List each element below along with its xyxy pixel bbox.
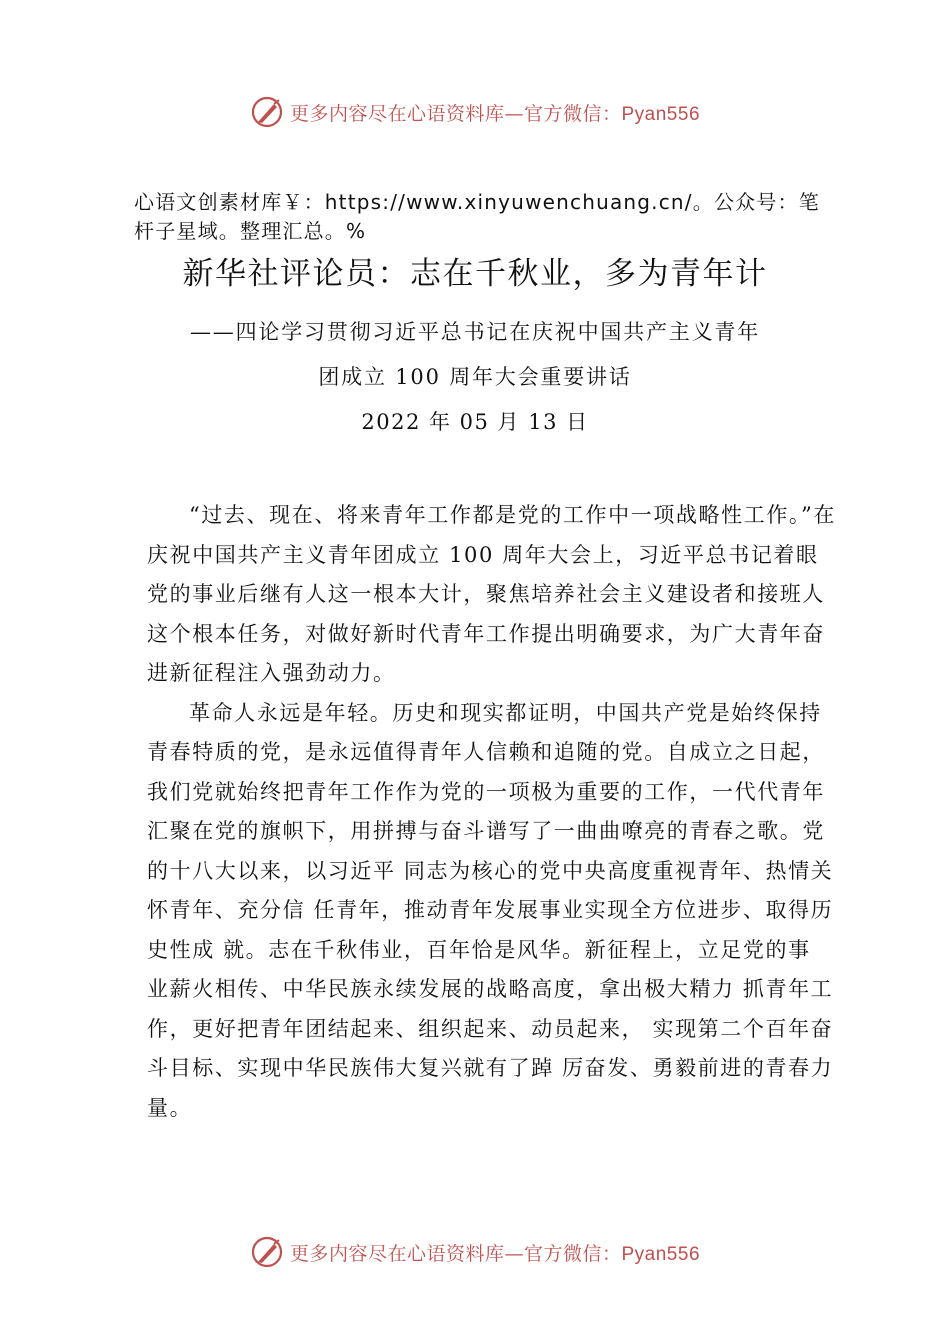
article-subtitle-line1: ——四论学习贯彻习近平总书记在庆祝中国共产主义青年 [190, 320, 760, 344]
banner-text: 更多内容尽在心语资料库—官方微信：Pyan556 [289, 1242, 701, 1265]
article-body [147, 496, 837, 1128]
source-line: 心语文创素材库￥：https://www.xinyuwenchuang.cn/。公众号：笔杆子星域。整理汇总。% [134, 190, 820, 243]
article-date: 2022 年 05 月 13 日 [361, 410, 589, 434]
body-paragraph-2: 革命人永远是年轻。历史和现实都证明，中国共产党是始终保持青春特质的党，是永远值得青年人信赖和追随的党。自成立之日起，我们党就始终把青年工作作为党的一项极为重要的工作，一代代青年汇聚在党的旗帜下，用拼搏与奋斗谱写了一曲曲嘹亮的青春之歌。党的十八大以来，以习近平 同志为核心的党中央高度重视青年、热情关怀青年、充分信 任青年，推动青年发展事业实现全方位进步、取得历史性成 就。志在千秋伟业，百年恰是风华。新征程上，立足党的事 业薪火相传、中华民族永续发展的战略高度，拿出极大精力 抓青年工作，更好把青年团结起来、组织起来、动员起来， 实现第二个百年奋斗目标、实现中华民族伟大复兴就有了踔 厉奋发、勇毅前进的青春力量。 [147, 700, 834, 1120]
pen-feather-logo-icon [250, 1235, 284, 1269]
article-subtitle-line2: 团成立 100 周年大会重要讲话 [318, 365, 632, 389]
body-paragraph-1: “过去、现在、将来青年工作都是党的工作中一项战略性工作。”在庆祝中国共产主义青年团成立 100 周年大会上，习近平总书记着眼党的事业后继有人这一根本大计，聚焦培养社会主义建设者和接班人这个根本任务，对做好新时代青年工作提出明确要求，为广大青年奋进新征程注入强劲动力。 [147, 503, 836, 685]
footer-banner [0, 1232, 950, 1272]
header-banner [0, 92, 950, 132]
banner-text: 更多内容尽在心语资料库—官方微信：Pyan556 [289, 102, 701, 125]
pen-feather-logo-icon [250, 95, 284, 129]
article-title: 新华社评论员：志在千秋业，多为青年计 [182, 256, 768, 292]
